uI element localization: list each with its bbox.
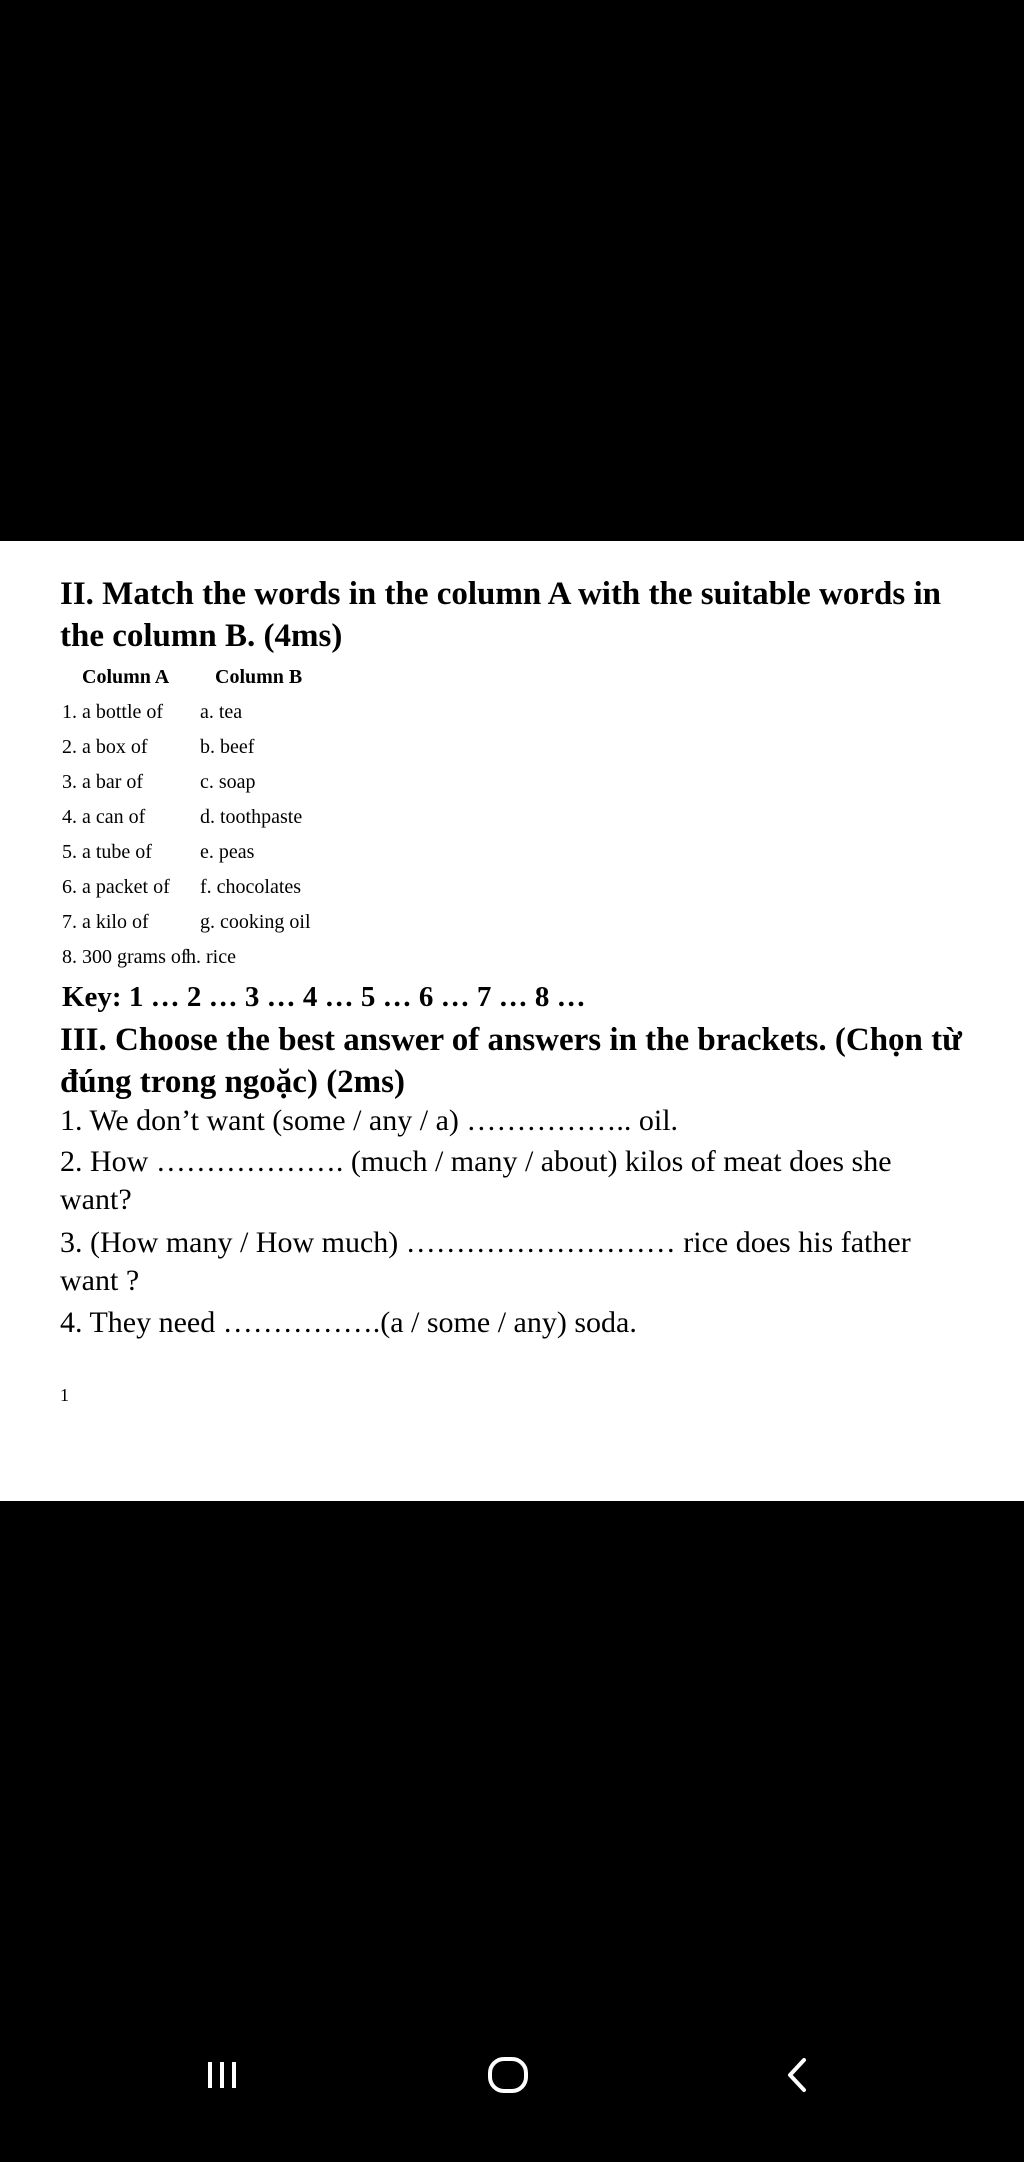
column-b-item: a. tea — [200, 701, 243, 723]
column-b-item: d. toothpaste — [200, 806, 303, 828]
back-button[interactable] — [768, 2050, 828, 2100]
page-number: 1 — [60, 1385, 69, 1405]
section-3-title: III. Choose the best answer of answers in the brackets. (Chọn từ đúng trong ngoặc) (2ms) — [60, 1022, 962, 1100]
column-a-item: 6. a packet of — [62, 876, 170, 898]
column-b-item: f. chocolates — [200, 876, 302, 898]
column-b-item: g. cooking oil — [200, 911, 311, 933]
column-b-item: c. soap — [200, 771, 256, 793]
column-a-header: Column A — [82, 666, 170, 688]
question-item: 4. They need …………….(a / some / any) soda. — [60, 1306, 637, 1339]
recents-icon — [192, 2050, 252, 2100]
question-item: 1. We don’t want (some / any / a) …………….. oil. — [60, 1104, 679, 1137]
column-b-item: e. peas — [200, 841, 255, 863]
question-item: 2. How ………………. (much / many / about) kilos of meat does she want? — [60, 1145, 892, 1216]
column-b-item: h. rice — [186, 946, 236, 968]
column-a-item: 5. a tube of — [62, 841, 152, 863]
column-a-item: 4. a can of — [62, 806, 146, 828]
question-item: 3. (How many / How much) ……………………… rice does his father want ? — [60, 1226, 911, 1297]
column-a-item: 2. a box of — [62, 736, 148, 758]
back-icon — [768, 2050, 828, 2100]
section-2-title: II. Match the words in the column A with the suitable words in the column B. (4ms) — [60, 576, 941, 654]
column-b-item: b. beef — [200, 736, 255, 758]
recents-button[interactable] — [192, 2050, 252, 2100]
home-icon — [478, 2050, 538, 2100]
document-image — [0, 541, 1024, 1501]
column-a-item: 7. a kilo of — [62, 911, 149, 933]
column-a-item: 3. a bar of — [62, 771, 144, 793]
home-button[interactable] — [478, 2050, 538, 2100]
column-b-header: Column B — [215, 666, 303, 688]
column-a-item: 1. a bottle of — [62, 701, 164, 723]
navigation-bar — [0, 2020, 1024, 2120]
answer-key: Key: 1 … 2 … 3 … 4 … 5 … 6 … 7 … 8 … — [62, 981, 586, 1013]
column-a-item: 8. 300 grams of — [62, 946, 188, 968]
